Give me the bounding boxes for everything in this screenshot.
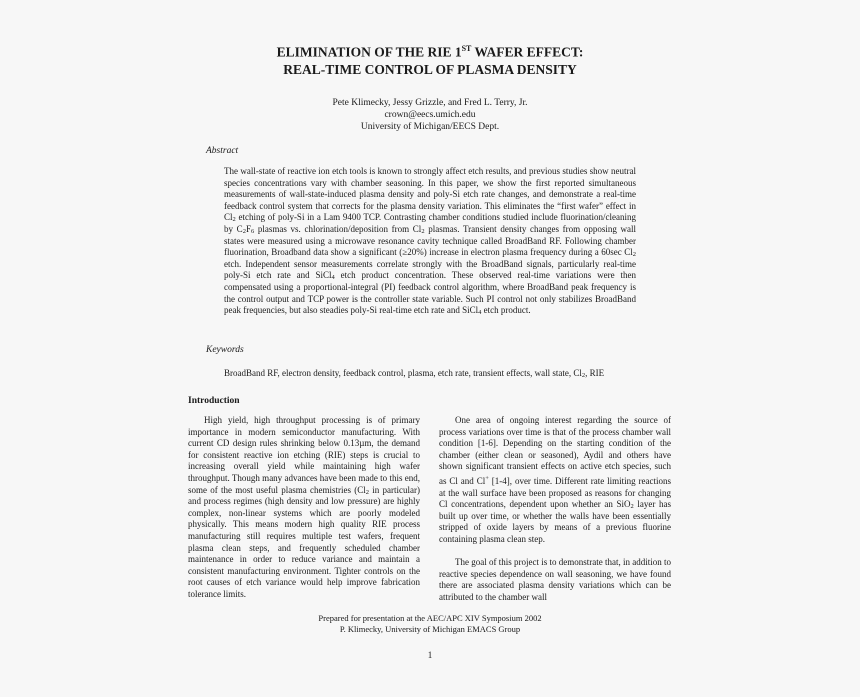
abstract-label: Abstract <box>206 146 239 156</box>
author-block <box>0 97 860 133</box>
title-line-1: ELIMINATION OF THE RIE 1ST WAFER EFFECT: <box>276 44 584 60</box>
intro-column-left <box>188 415 420 601</box>
intro-column-right <box>439 415 671 604</box>
keywords-label: Keywords <box>206 345 244 355</box>
footer-line-1: Prepared for presentation at the AEC/APC XIV Symposium 2002 <box>318 613 542 623</box>
author-affiliation: University of Michigan/EECS Dept. <box>360 122 500 132</box>
abstract-text: The wall-state of reactive ion etch tools is known to strongly affect etch results, and previous studies show neutral species concentrations vary with chamber seasoning. In this paper, we show the first reported simultaneous measurements of wall-state-induced plasma density and poly-Si etch rate changes, and demonstrate a real-time feedback control system that corrects for the plasma density variation. This eliminates the “first wafer” effect in $Cl_2$ etching of poly-Si in a Lam 9400 TCP. Contrasting chamber conditions studied include fluorination/cleaning by $C_2F_6$ plasmas vs. chlorination/deposition from $Cl_2$ plasmas. Transient density changes from opposing wall states were measured using a microwave resonance cavity technique called BroadBand RF. Following chamber fluorination, Broadband data show a significant (≥20%) increase in electron plasma frequency during a 60sec $Cl_2$ etch. Independent sensor measurements correlate strongly with the BroadBand signals, particularly real-time poly-Si etch rate and SiCl$_4$ etch product concentration. These observed real-time variations were then compensated using a proportional-integral (PI) feedback control algorithm, where BroadBand peak frequency is the control output and TCP power is the controller state variable. Such PI control not only stabilizes BroadBand peak frequencies, but also steadies poly-Si real-time etch rate and SiCl$_4$ etch product. <box>224 166 637 317</box>
author-names: Pete Klimecky, Jessy Grizzle, and Fred L. Terry, Jr. <box>332 98 528 108</box>
paper-title <box>0 40 860 78</box>
title-line-2: REAL-TIME CONTROL OF PLASMA DENSITY <box>283 61 577 77</box>
intro-paragraph: High yield, high throughput processing is of primary importance in modern semiconductor manufacturing. With current CD design rules shrinking below 0.13µm, the demand for consistent reactive ion etching (RIE) steps is crucial to increasing overall yield while maintaining high wafer throughput. Though many advances have been made to this end, some of the most useful plasma chemistries ($Cl_2$ in particular) and process regimes (high density and low pressure) are highly complex, non-linear systems which are poorly modeled physically. This means modern high quality RIE process manufacturing still requires multiple test wafers, frequent plasma clean steps, and frequently scheduled chamber maintenance in order to reduce variance and maintain a consistent manufacturing environment. Tighter controls on the root causes of etch variance would help improve fabrication tolerance limits. <box>188 415 421 599</box>
keywords-text: BroadBand RF, electron density, feedback control, plasma, etch rate, transient effects, wall state, $Cl_2$, RIE <box>224 368 605 379</box>
author-email: crown@eecs.umich.edu <box>384 110 476 120</box>
page-footer <box>0 613 860 635</box>
intro-paragraph: The goal of this project is to demonstrate that, in addition to reactive species dependence on wall seasoning, we have found there are associated plasma density variations which can be attributed to the chamber wall <box>439 557 671 602</box>
footer-line-2: P. Klimecky, University of Michigan EMACS Group <box>339 624 521 634</box>
page-number: 1 <box>427 650 433 660</box>
intro-paragraph: One area of ongoing interest regarding the source of process variations over time is that of the process chamber wall condition [1-6]. Depending on the starting condition of the chamber (either clean or seasoned), Aydil and others have shown significant transient effects on active etch species, such as Cl and Cl+ [1-4], over time. Different rate limiting reactions at the wall surface have been proposed as reasons for changing Cl concentrations, dependent upon whether an SiO$_2$ layer has built up over time, or whether the walls have been essentially stripped of oxide layers by means of a previous fluorine containing plasma clean step. <box>439 415 671 544</box>
introduction-heading: Introduction <box>188 396 240 406</box>
